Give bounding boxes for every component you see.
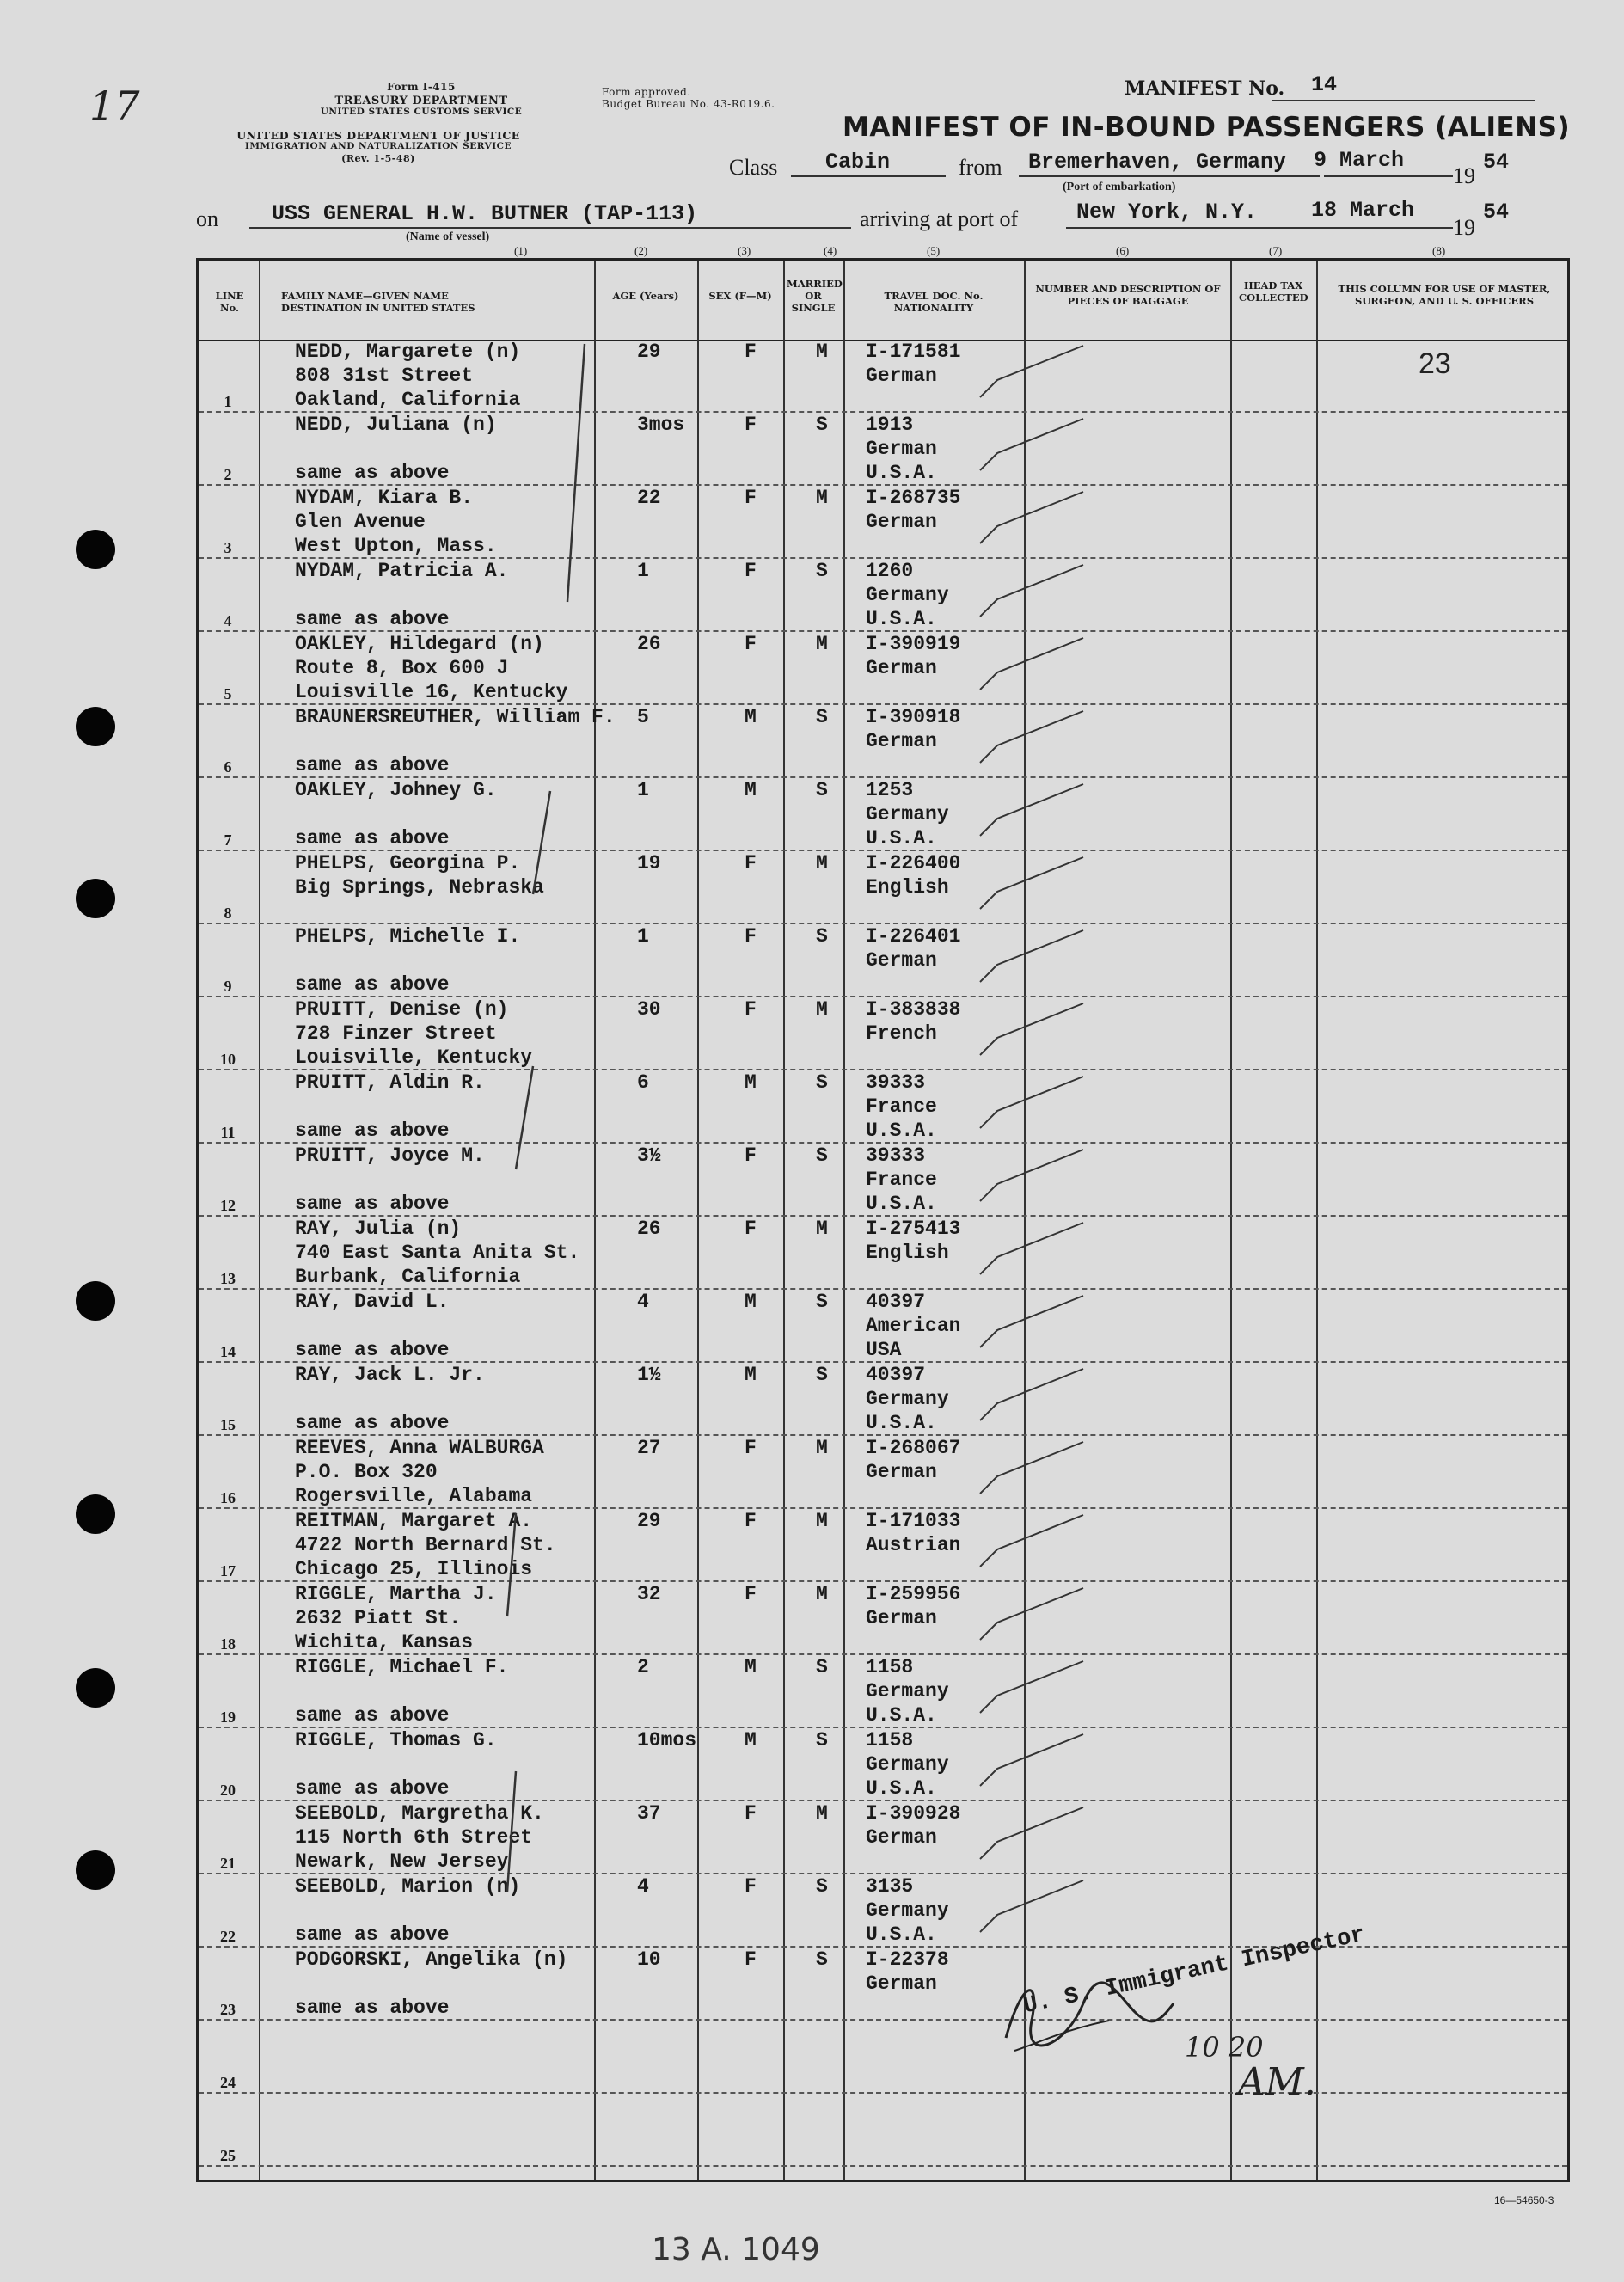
embark-note: (Port of embarkation): [1063, 181, 1176, 193]
check-mark-icon: [980, 492, 1083, 543]
nationality: German: [866, 1972, 937, 1995]
marital-status: S: [816, 1656, 828, 1678]
marital-status: S: [816, 1948, 828, 1971]
travel-doc-no: I-22378: [866, 1948, 949, 1971]
passenger-name: RAY, Jack L. Jr.: [295, 1364, 485, 1386]
destination-line-2: same as above: [295, 754, 450, 776]
line-number: 9: [224, 978, 232, 995]
line-number: 8: [224, 905, 232, 922]
marital-status: S: [816, 706, 828, 728]
destination-line-2: Rogersville, Alabama: [295, 1485, 533, 1507]
sex: F: [745, 1510, 757, 1532]
destination-line-1: Big Springs, Nebraska: [295, 876, 544, 899]
check-mark-icon: [980, 1880, 1083, 1932]
sex: F: [745, 633, 757, 655]
destination-line-2: same as above: [295, 827, 450, 850]
travel-doc-no: I-226400: [866, 852, 961, 874]
line-number: 14: [220, 1343, 236, 1360]
nationality: German: [866, 1461, 937, 1483]
travel-doc-no: 1260: [866, 560, 914, 582]
colnum-1: (1): [514, 244, 528, 257]
col-sex: SEX (F—M): [708, 290, 772, 302]
travel-doc-no: 3135: [866, 1875, 914, 1898]
check-mark-icon: [980, 1223, 1083, 1274]
line-number: 20: [220, 1782, 236, 1799]
sex: F: [745, 1802, 757, 1825]
pen-stroke-icon: [567, 344, 585, 602]
destination-line-1: Route 8, Box 600 J: [295, 657, 509, 679]
ins-service: IMMIGRATION AND NATURALIZATION SERVICE: [245, 141, 512, 151]
line-number: 17: [220, 1562, 236, 1580]
line-number: 1: [224, 393, 232, 410]
marital-status: M: [816, 633, 828, 655]
check-mark-icon: [980, 1369, 1083, 1420]
sex: M: [745, 1729, 757, 1751]
passenger-name: PODGORSKI, Angelika (n): [295, 1948, 568, 1971]
vessel-note: (Name of vessel): [406, 230, 490, 243]
passenger-name: PHELPS, Georgina P.: [295, 852, 521, 874]
line-number: 7: [224, 831, 232, 849]
sex: F: [745, 487, 757, 509]
sex: F: [745, 852, 757, 874]
colnum-3: (3): [738, 244, 751, 257]
sex: M: [745, 706, 757, 728]
nationality: American: [866, 1315, 961, 1337]
sex: M: [745, 1071, 757, 1094]
passenger-name: PRUITT, Aldin R.: [295, 1071, 485, 1094]
travel-doc-no: I-275413: [866, 1218, 961, 1240]
travel-doc-no: I-390919: [866, 633, 961, 655]
travel-doc-no: 39333: [866, 1071, 926, 1094]
travel-doc-no: 1158: [866, 1656, 914, 1678]
check-mark-icon: [980, 1807, 1083, 1859]
justice-dept: UNITED STATES DEPARTMENT OF JUSTICE: [236, 129, 520, 142]
line-number: 24: [220, 2074, 236, 2091]
destination-line-2: same as above: [295, 1704, 450, 1727]
marital-status: S: [816, 1291, 828, 1313]
sex: F: [745, 1875, 757, 1898]
check-mark-icon: [980, 930, 1083, 982]
from-value: Bremerhaven, Germany: [1028, 150, 1287, 175]
marital-status: S: [816, 1729, 828, 1751]
nationality: French: [866, 1022, 937, 1045]
arrival-date: 18 March: [1311, 198, 1415, 223]
departure-year: 54: [1483, 150, 1510, 175]
sex: F: [745, 340, 757, 363]
pen-stroke-icon: [533, 791, 550, 894]
passenger-name: PRUITT, Denise (n): [295, 998, 509, 1021]
check-mark-icon: [980, 638, 1083, 690]
check-mark-icon: [980, 857, 1083, 909]
line-number: 5: [224, 685, 232, 702]
age: 1½: [637, 1364, 661, 1386]
passenger-name: RAY, Julia (n): [295, 1218, 462, 1240]
destination-line-2: same as above: [295, 1777, 450, 1800]
line-number: 21: [220, 1855, 236, 1872]
nationality: Germany: [866, 803, 949, 825]
passenger-name: SEEBOLD, Marion (n): [295, 1875, 521, 1898]
sex: F: [745, 1583, 757, 1605]
destination-line-2: Wichita, Kansas: [295, 1631, 474, 1653]
arriving-label: arriving at port of: [860, 206, 1019, 231]
passenger-name: PHELPS, Michelle I.: [295, 925, 521, 948]
budget-bureau: Budget Bureau No. 43-R019.6.: [602, 98, 775, 110]
age: 2: [637, 1656, 649, 1678]
year-prefix-2: 19: [1453, 215, 1475, 240]
destination-line-2: Oakland, California: [295, 389, 521, 411]
line-number: 16: [220, 1489, 236, 1506]
arrival-port: New York, N.Y.: [1076, 199, 1258, 224]
nationality: Germany: [866, 584, 949, 606]
nationality: English: [866, 1242, 949, 1264]
nationality: France: [866, 1169, 937, 1191]
pen-stroke-icon: [507, 1771, 516, 1892]
destination-line-2: same as above: [295, 973, 450, 996]
line-number: 6: [224, 758, 232, 776]
age: 29: [637, 1510, 661, 1532]
destination-line-2: same as above: [295, 1193, 450, 1215]
nationality-line-2: U.S.A.: [866, 1120, 937, 1142]
travel-doc-no: I-390918: [866, 706, 961, 728]
check-mark-icon: [980, 1296, 1083, 1347]
customs-service: UNITED STATES CUSTOMS SERVICE: [320, 107, 523, 117]
nationality: English: [866, 876, 949, 899]
sex: M: [745, 1364, 757, 1386]
manifest-no-value: 14: [1311, 72, 1338, 97]
passenger-name: BRAUNERSREUTHER, William F.: [295, 706, 616, 728]
check-mark-icon: [980, 565, 1083, 617]
col-head-tax: HEAD TAX COLLECTED: [1239, 279, 1308, 304]
form-revision: (Rev. 1-5-48): [341, 153, 415, 164]
passenger-name: NYDAM, Kiara B.: [295, 487, 474, 509]
nationality: German: [866, 657, 937, 679]
travel-doc-no: I-268735: [866, 487, 961, 509]
check-mark-icon: [980, 1515, 1083, 1567]
officer-mark: 23: [1419, 347, 1451, 380]
age: 22: [637, 487, 661, 509]
manifest-no-label: MANIFEST No.: [1125, 77, 1285, 100]
line-number: 13: [220, 1270, 236, 1287]
pen-stroke-icon: [516, 1066, 533, 1169]
destination-line-2: same as above: [295, 462, 450, 484]
age: 37: [637, 1802, 661, 1825]
sex: F: [745, 1437, 757, 1459]
age: 10mos: [637, 1729, 697, 1751]
col-age: AGE (Years): [612, 290, 679, 302]
age: 26: [637, 1218, 661, 1240]
destination-line-1: P.O. Box 320: [295, 1461, 438, 1483]
line-number: 10: [220, 1051, 236, 1068]
passenger-name: OAKLEY, Hildegard (n): [295, 633, 544, 655]
destination-line-2: Chicago 25, Illinois: [295, 1558, 533, 1580]
nationality-line-2: USA: [866, 1339, 902, 1361]
nationality-line-2: U.S.A.: [866, 1193, 937, 1215]
age: 1: [637, 925, 649, 948]
destination-line-2: Louisville 16, Kentucky: [295, 681, 568, 703]
age: 6: [637, 1071, 649, 1094]
check-mark-icon: [980, 419, 1083, 470]
nationality-line-2: U.S.A.: [866, 1777, 937, 1800]
colnum-5: (5): [927, 244, 941, 257]
colnum-2: (2): [634, 244, 648, 257]
marital-status: S: [816, 1875, 828, 1898]
nationality: German: [866, 1607, 937, 1629]
manifest-title: MANIFEST OF IN-BOUND PASSENGERS (ALIENS): [843, 112, 1571, 143]
sex: F: [745, 998, 757, 1021]
arrival-year: 54: [1483, 199, 1510, 224]
nationality: German: [866, 1826, 937, 1849]
colnum-7: (7): [1269, 244, 1283, 257]
passenger-name: NYDAM, Patricia A.: [295, 560, 509, 582]
age: 3½: [637, 1144, 661, 1167]
col-married-single: MARRIED OR SINGLE: [787, 278, 843, 314]
sex: M: [745, 1291, 757, 1313]
nationality: Germany: [866, 1388, 949, 1410]
nationality-line-2: U.S.A.: [866, 1704, 937, 1727]
treasury-dept: TREASURY DEPARTMENT: [334, 95, 508, 107]
sex: F: [745, 414, 757, 436]
sex: F: [745, 1218, 757, 1240]
sex: F: [745, 1144, 757, 1167]
marital-status: M: [816, 1583, 828, 1605]
travel-doc-no: I-226401: [866, 925, 961, 948]
age: 10: [637, 1948, 661, 1971]
from-label: from: [959, 155, 1002, 180]
nationality: Germany: [866, 1899, 949, 1922]
vessel-name: USS GENERAL H.W. BUTNER (TAP-113): [272, 201, 698, 226]
passenger-name: RIGGLE, Martha J.: [295, 1583, 497, 1605]
marital-status: M: [816, 487, 828, 509]
form-number: Form I-415: [387, 81, 456, 93]
destination-line-2: West Upton, Mass.: [295, 535, 497, 557]
destination-line-2: same as above: [295, 1923, 450, 1946]
nationality-line-2: U.S.A.: [866, 608, 937, 630]
marital-status: M: [816, 1437, 828, 1459]
marital-status: M: [816, 1218, 828, 1240]
line-number: 4: [224, 612, 232, 629]
travel-doc-no: 1253: [866, 779, 914, 801]
col-officers: THIS COLUMN FOR USE OF MASTER, SURGEON, AND U. S. OFFICERS: [1338, 283, 1551, 307]
marital-status: S: [816, 560, 828, 582]
destination-line-2: same as above: [295, 1339, 450, 1361]
age: 19: [637, 852, 661, 874]
line-number: 19: [220, 1708, 236, 1726]
check-mark-icon: [980, 346, 1083, 397]
check-mark-icon: [980, 784, 1083, 836]
age: 32: [637, 1583, 661, 1605]
nationality-line-2: U.S.A.: [866, 462, 937, 484]
marital-status: S: [816, 1144, 828, 1167]
inspection-ampm: AM.: [1238, 2060, 1316, 2104]
line-number: 3: [224, 539, 232, 556]
colnum-8: (8): [1432, 244, 1446, 257]
marital-status: S: [816, 414, 828, 436]
nationality: German: [866, 511, 937, 533]
age: 26: [637, 633, 661, 655]
nationality-line-2: U.S.A.: [866, 1412, 937, 1434]
passenger-name: OAKLEY, Johney G.: [295, 779, 497, 801]
passenger-name: PRUITT, Joyce M.: [295, 1144, 485, 1167]
age: 4: [637, 1875, 649, 1898]
col-baggage: NUMBER AND DESCRIPTION OF PIECES OF BAGGAGE: [1035, 283, 1221, 307]
travel-doc-no: I-383838: [866, 998, 961, 1021]
passenger-name: SEEBOLD, Margretha K.: [295, 1802, 544, 1825]
travel-doc-no: 1158: [866, 1729, 914, 1751]
age: 1: [637, 560, 649, 582]
form-approved: Form approved.: [602, 86, 691, 98]
destination-line-2: same as above: [295, 1120, 450, 1142]
travel-doc-no: I-268067: [866, 1437, 961, 1459]
age: 3mos: [637, 414, 685, 436]
nationality: France: [866, 1095, 937, 1118]
marital-status: M: [816, 1802, 828, 1825]
destination-line-1: 808 31st Street: [295, 365, 474, 387]
marital-status: S: [816, 1071, 828, 1094]
nationality: German: [866, 730, 937, 752]
sex: F: [745, 1948, 757, 1971]
line-number: 18: [220, 1635, 236, 1653]
travel-doc-no: 1913: [866, 414, 914, 436]
class-value: Cabin: [825, 150, 891, 175]
nationality: Germany: [866, 1753, 949, 1776]
check-mark-icon: [980, 1077, 1083, 1128]
marital-status: M: [816, 998, 828, 1021]
passenger-name: NEDD, Margarete (n): [295, 340, 521, 363]
travel-doc-no: 40397: [866, 1364, 926, 1386]
class-label: Class: [729, 155, 778, 180]
line-number: 11: [220, 1124, 236, 1141]
destination-line-1: 4722 North Bernard St.: [295, 1534, 556, 1556]
destination-line-2: same as above: [295, 1412, 450, 1434]
passenger-name: RAY, David L.: [295, 1291, 450, 1313]
marital-status: M: [816, 340, 828, 363]
check-mark-icon: [980, 1588, 1083, 1640]
marital-status: S: [816, 925, 828, 948]
nationality-line-2: U.S.A.: [866, 827, 937, 850]
destination-line-2: same as above: [295, 608, 450, 630]
nationality: German: [866, 438, 937, 460]
age: 1: [637, 779, 649, 801]
destination-line-2: Burbank, California: [295, 1266, 521, 1288]
destination-line-1: 2632 Piatt St.: [295, 1607, 462, 1629]
destination-line-1: 740 East Santa Anita St.: [295, 1242, 580, 1264]
col-travel-doc: TRAVEL DOC. No. NATIONALITY: [884, 290, 984, 314]
bottom-note: 13 A. 1049: [652, 2232, 820, 2267]
destination-line-2: same as above: [295, 1997, 450, 2019]
on-label: on: [196, 206, 218, 231]
check-mark-icon: [980, 1003, 1083, 1055]
check-mark-icon: [980, 1661, 1083, 1713]
age: 5: [637, 706, 649, 728]
nationality-line-2: U.S.A.: [866, 1923, 937, 1946]
travel-doc-no: I-259956: [866, 1583, 961, 1605]
marital-status: M: [816, 1510, 828, 1532]
travel-doc-no: I-171033: [866, 1510, 961, 1532]
check-mark-icon: [980, 711, 1083, 763]
pen-stroke-icon: [507, 1513, 516, 1616]
check-mark-icon: [980, 1442, 1083, 1494]
passenger-name: REITMAN, Margaret A.: [295, 1510, 533, 1532]
travel-doc-no: 39333: [866, 1144, 926, 1167]
line-number: 25: [220, 2147, 236, 2164]
year-prefix: 19: [1453, 163, 1475, 188]
nationality: German: [866, 365, 937, 387]
sex: M: [745, 1656, 757, 1678]
passenger-name: RIGGLE, Thomas G.: [295, 1729, 497, 1751]
line-number: 15: [220, 1416, 236, 1433]
age: 27: [637, 1437, 661, 1459]
line-number: 23: [220, 2001, 236, 2018]
colnum-6: (6): [1116, 244, 1130, 257]
corner-number: 17: [89, 83, 140, 129]
marital-status: M: [816, 852, 828, 874]
destination-line-1: 115 North 6th Street: [295, 1826, 533, 1849]
travel-doc-no: I-390928: [866, 1802, 961, 1825]
inspection-time: 10 20: [1185, 2031, 1264, 2064]
sex: F: [745, 560, 757, 582]
sex: M: [745, 779, 757, 801]
nationality: Austrian: [866, 1534, 961, 1556]
line-number: 12: [220, 1197, 236, 1214]
colnum-4: (4): [824, 244, 837, 257]
passenger-name: RIGGLE, Michael F.: [295, 1656, 509, 1678]
passenger-name: NEDD, Juliana (n): [295, 414, 497, 436]
line-number: 2: [224, 466, 232, 483]
destination-line-1: 728 Finzer Street: [295, 1022, 497, 1045]
marital-status: S: [816, 779, 828, 801]
line-number: 22: [220, 1928, 236, 1945]
sex: F: [745, 925, 757, 948]
travel-doc-no: 40397: [866, 1291, 926, 1313]
departure-date: 9 March: [1314, 148, 1405, 173]
check-mark-icon: [980, 1734, 1083, 1786]
age: 30: [637, 998, 661, 1021]
age: 4: [637, 1291, 649, 1313]
destination-line-1: Glen Avenue: [295, 511, 426, 533]
col-name-destination: FAMILY NAME—GIVEN NAME DESTINATION IN UNITED STATES: [281, 290, 475, 314]
nationality: German: [866, 949, 937, 972]
travel-doc-no: I-171581: [866, 340, 961, 363]
col-line-no: LINE No.: [215, 290, 244, 314]
check-mark-icon: [980, 1150, 1083, 1201]
nationality: Germany: [866, 1680, 949, 1702]
destination-line-2: Louisville, Kentucky: [295, 1046, 533, 1069]
marital-status: S: [816, 1364, 828, 1386]
destination-line-2: Newark, New Jersey: [295, 1850, 509, 1873]
print-code: 16—54650-3: [1494, 2194, 1554, 2206]
age: 29: [637, 340, 661, 363]
inspector-stamp: U. S. Immigrant Inspector: [1021, 1922, 1368, 2021]
passenger-name: REEVES, Anna WALBURGA: [295, 1437, 544, 1459]
